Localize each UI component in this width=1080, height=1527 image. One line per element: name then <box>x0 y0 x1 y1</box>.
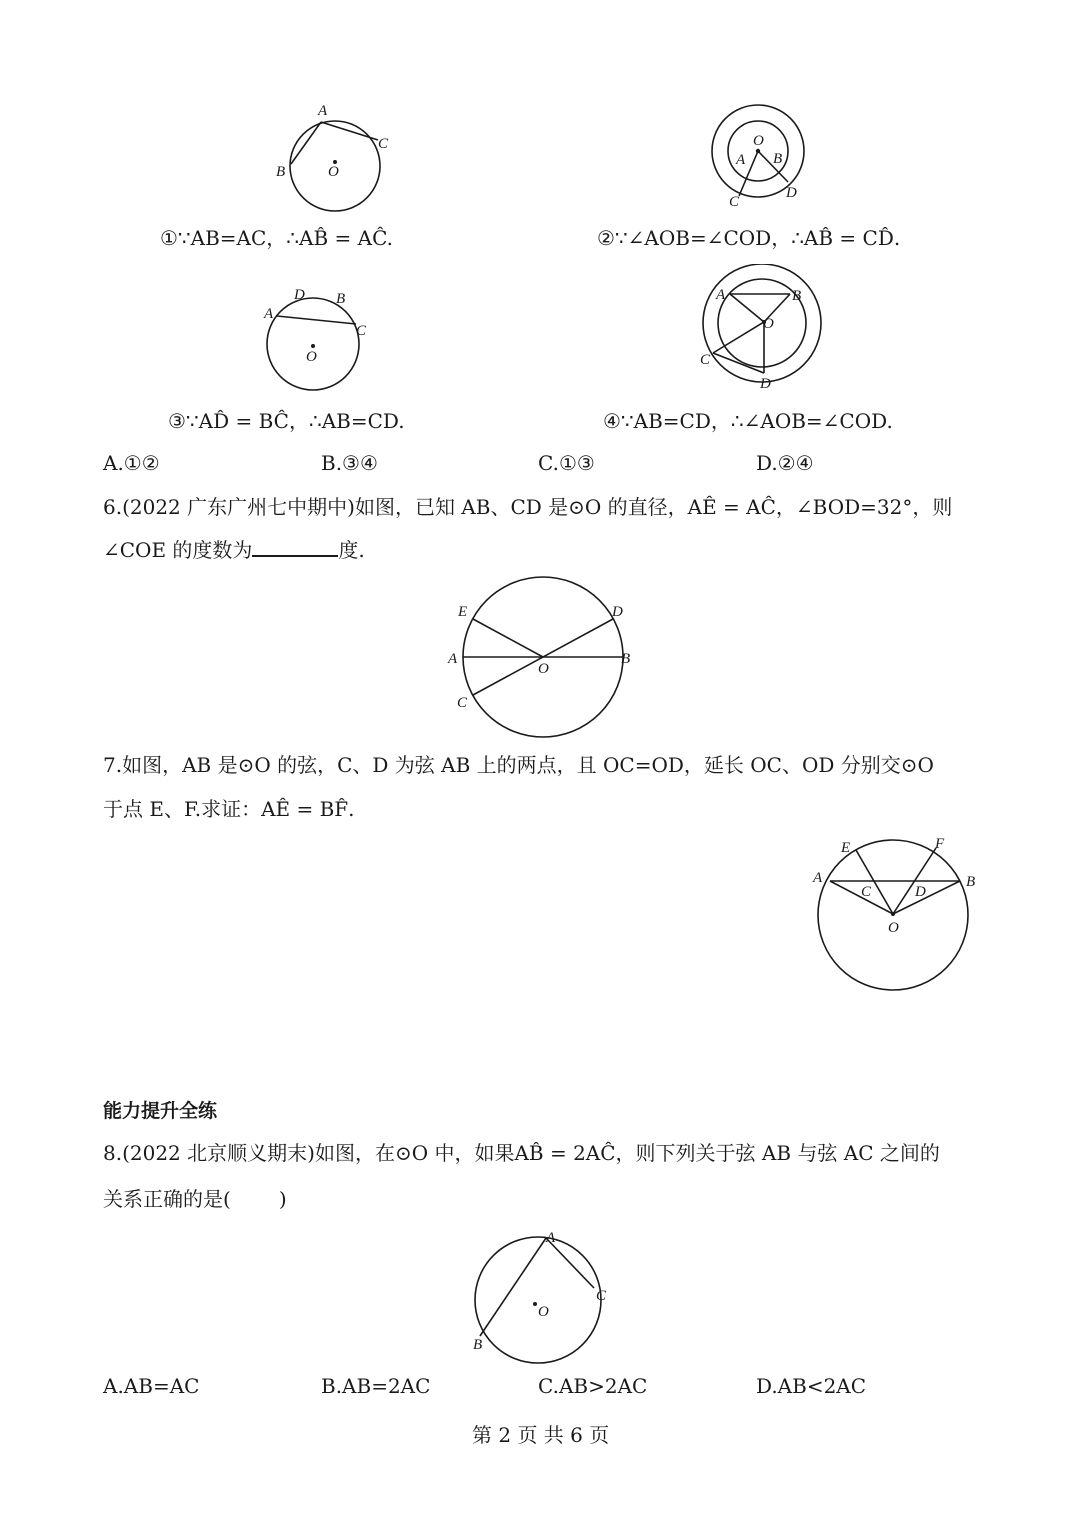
label-O: O <box>328 164 339 180</box>
label-A: A <box>318 103 328 119</box>
q5-statement-2: ②∵∠AOB=∠COD，∴AB̂ = CD̂. <box>597 226 901 250</box>
figure-q5-3 <box>258 282 378 394</box>
label-B: B <box>336 291 346 307</box>
q5-option-b: B.③④ <box>321 451 378 475</box>
q8-option-c: C.AB>2AC <box>538 1374 648 1398</box>
label-C: C <box>861 884 872 900</box>
label-O: O <box>753 133 764 149</box>
q6-text-before: ∠COE 的度数为 <box>103 538 253 562</box>
label-A: A <box>736 152 746 168</box>
q5-statement-3: ③∵AD̂ = BĈ，∴AB=CD. <box>168 409 405 433</box>
label-B: B <box>276 164 286 180</box>
q6-text-after: 度. <box>338 538 365 562</box>
figure-q5-2 <box>700 96 820 212</box>
label-B: B <box>792 288 802 304</box>
q8-text-after: ) <box>278 1187 287 1211</box>
label-C: C <box>596 1288 607 1304</box>
q7-line-2: 于点 E、F.求证：AÊ = BF̂. <box>103 797 355 821</box>
figure-q7 <box>805 830 985 996</box>
label-E: E <box>841 840 851 856</box>
q5-option-c: C.①③ <box>538 451 595 475</box>
label-A: A <box>813 870 823 886</box>
label-A: A <box>264 306 274 322</box>
label-C: C <box>700 352 711 368</box>
label-D: D <box>612 604 623 620</box>
q8-option-d: D.AB<2AC <box>756 1374 867 1398</box>
label-O: O <box>306 349 317 365</box>
q8-line-1: 8.(2022 北京顺义期末)如图，在⊙O 中，如果AB̂ = 2AĈ，则下列关于弦 AB 与弦 AC 之间的 <box>103 1141 940 1165</box>
label-B: B <box>966 874 976 890</box>
q6-line-1: 6.(2022 广东广州七中期中)如图，已知 AB、CD 是⊙O 的直径，AÊ = AĈ，∠BOD=32°，则 <box>103 495 953 519</box>
q8-line-2 <box>103 1186 287 1212</box>
q8-option-a: A.AB=AC <box>103 1374 200 1398</box>
label-O: O <box>538 661 549 677</box>
q5-statement-4: ④∵AB=CD，∴∠AOB=∠COD. <box>603 409 893 433</box>
label-F: F <box>935 836 945 852</box>
label-C: C <box>356 323 367 339</box>
label-A: A <box>716 287 726 303</box>
label-A: A <box>448 651 458 667</box>
label-D: D <box>786 185 797 201</box>
q5-option-a: A.①② <box>103 451 160 475</box>
label-O: O <box>888 920 899 936</box>
label-O: O <box>538 1304 549 1320</box>
section-title: 能力提升全练 <box>103 1100 218 1122</box>
page-footer: 第 2 页 共 6 页 <box>472 1423 610 1447</box>
q8-text-before: 关系正确的是( <box>103 1187 231 1211</box>
label-D: D <box>760 376 771 392</box>
label-D: D <box>294 287 305 303</box>
figure-q6 <box>440 572 640 740</box>
label-C: C <box>378 136 389 152</box>
figure-q8 <box>462 1222 622 1366</box>
label-A: A <box>546 1230 556 1246</box>
answer-blank <box>252 537 338 557</box>
q5-statement-1: ①∵AB=AC，∴AB̂ = AĈ. <box>160 226 394 250</box>
label-E: E <box>458 604 468 620</box>
q6-line-2 <box>103 537 365 563</box>
label-D: D <box>915 884 926 900</box>
label-O: O <box>763 316 774 332</box>
q8-option-b: B.AB=2AC <box>321 1374 431 1398</box>
label-B: B <box>473 1337 483 1353</box>
q7-line-1: 7.如图，AB 是⊙O 的弦，C、D 为弦 AB 上的两点，且 OC=OD，延长 OC、OD 分别交⊙O <box>103 753 934 777</box>
figure-q5-1 <box>266 96 396 216</box>
label-C: C <box>729 194 740 210</box>
label-B: B <box>621 651 631 667</box>
label-B: B <box>773 151 783 167</box>
label-C: C <box>457 695 468 711</box>
figure-q5-4 <box>694 264 822 394</box>
q5-option-d: D.②④ <box>756 451 814 475</box>
